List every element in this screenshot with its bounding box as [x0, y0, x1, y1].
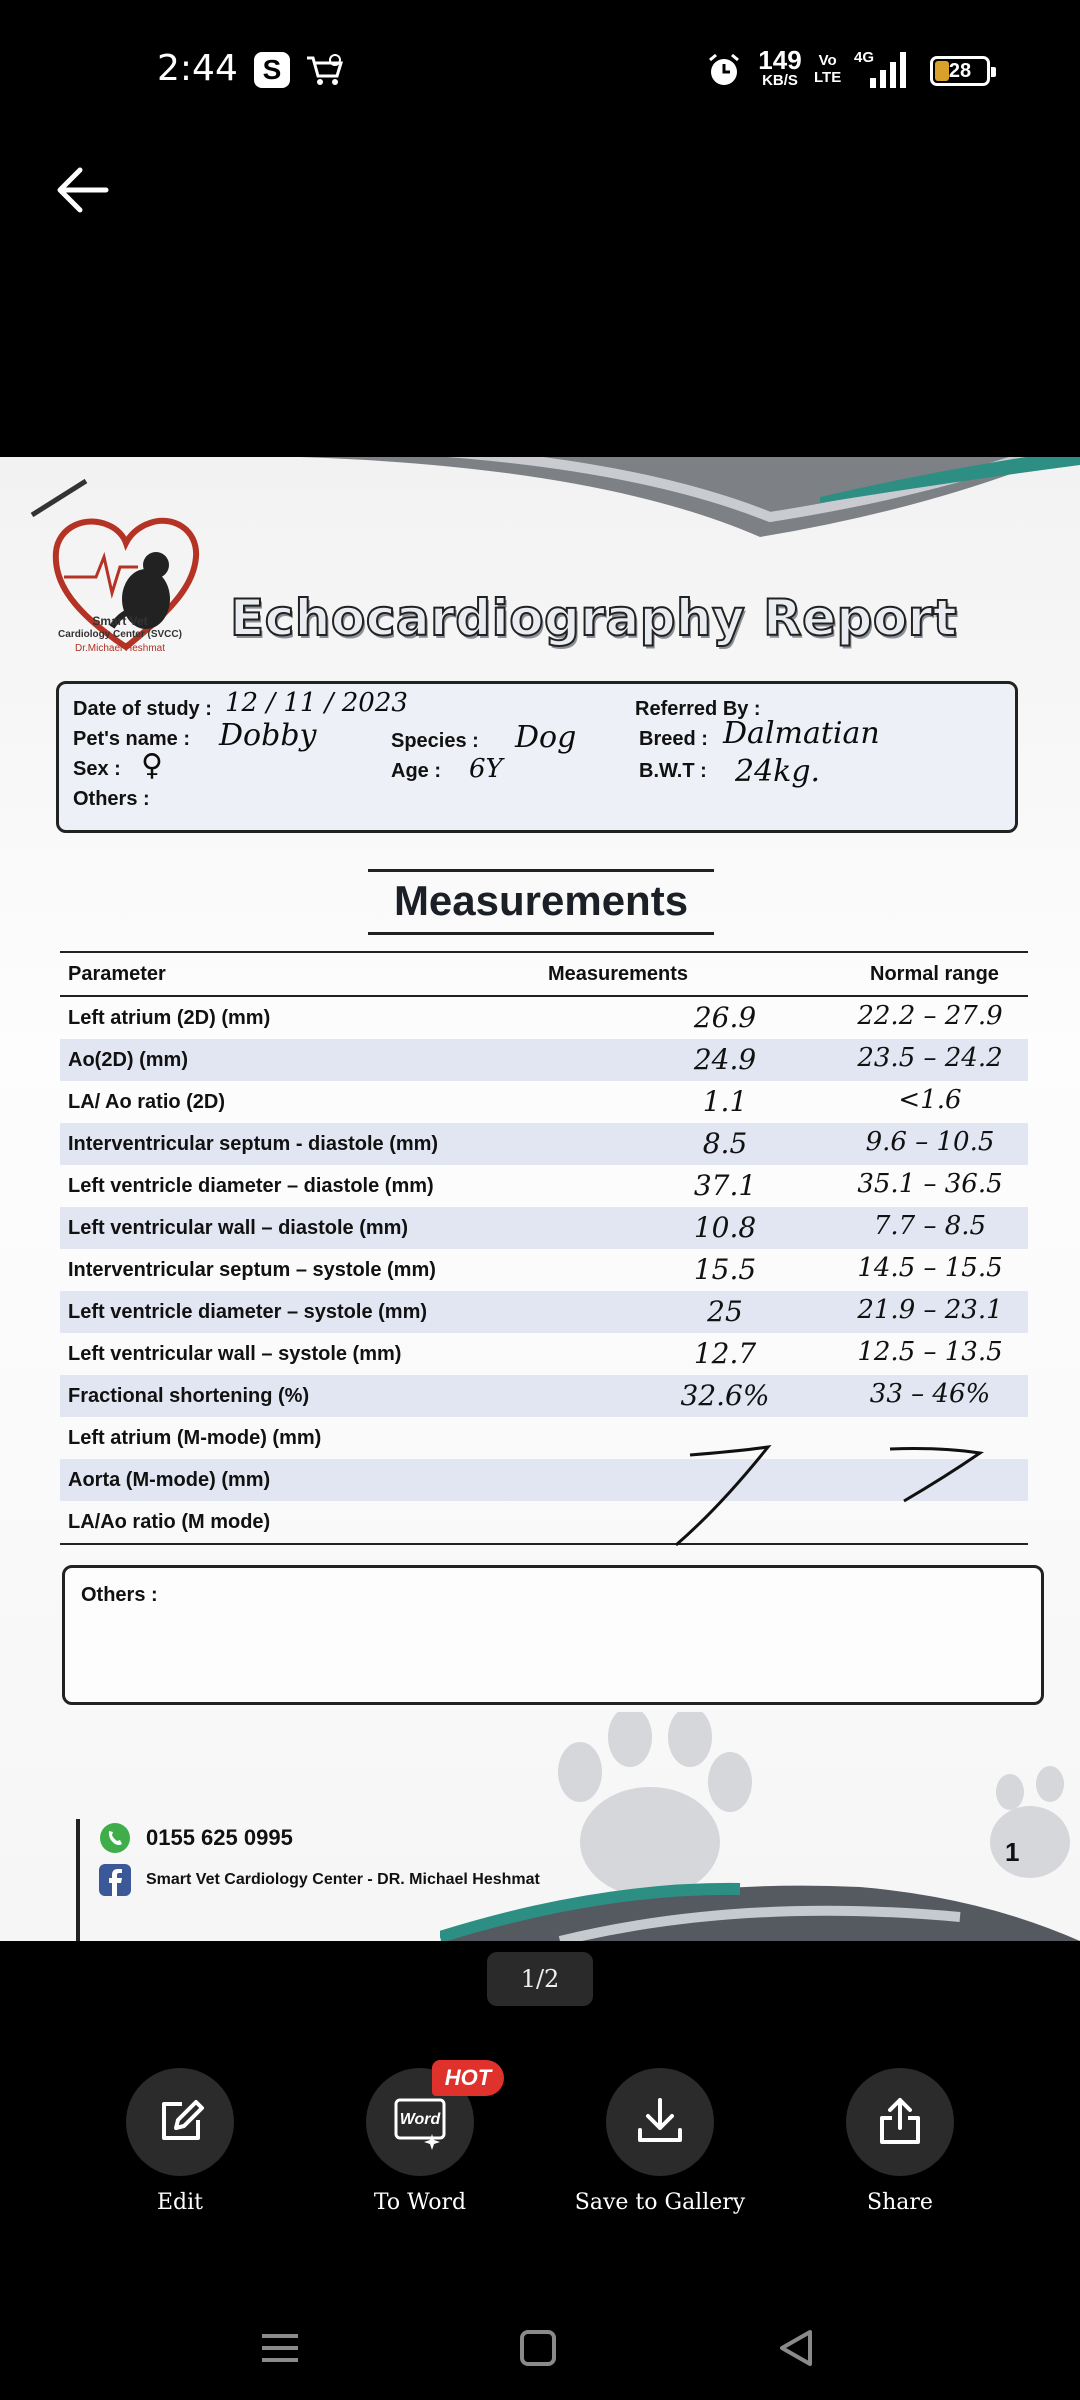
- pet-name-value: Dobby: [219, 718, 317, 753]
- header-swoosh: [300, 457, 1080, 557]
- share-label: Share: [867, 2190, 933, 2215]
- home-icon[interactable]: [522, 2332, 554, 2364]
- table-row: [60, 1123, 1028, 1165]
- table-row: [60, 1207, 1028, 1249]
- parameter-cell: Left ventricular wall – systole (mm): [68, 1343, 402, 1365]
- parameter-cell: Left ventricle diameter – diastole (mm): [68, 1175, 434, 1197]
- measurement-cell: 26.9: [693, 1001, 757, 1034]
- battery-level: 28: [948, 60, 972, 82]
- shopping-cart-icon: [305, 52, 345, 88]
- table-row: [60, 1333, 1028, 1375]
- clinic-facebook: Smart Vet Cardiology Center - DR. Michael Heshmat: [146, 1871, 540, 1888]
- age-value: 6Y: [469, 754, 503, 784]
- logo-doctor: Dr.Michael Heshmat: [74, 643, 166, 654]
- page-indicator: 1/2: [487, 1952, 593, 2006]
- status-time: 2:44: [157, 48, 238, 89]
- table-row: [60, 1081, 1028, 1123]
- to-word-button[interactable]: [300, 2068, 540, 2215]
- normal-range-cell: 23.5 – 24.2: [857, 1043, 1003, 1073]
- table-row: [60, 1039, 1028, 1081]
- measurement-cell: 32.6%: [680, 1379, 770, 1412]
- table-row: [60, 1459, 1028, 1501]
- parameter-cell: Ao(2D) (mm): [68, 1049, 188, 1071]
- parameter-cell: Fractional shortening (%): [68, 1385, 310, 1407]
- measurement-cell: 37.1: [693, 1169, 757, 1202]
- bwt-value: 24kg.: [735, 754, 821, 789]
- patient-info-box: [56, 681, 1018, 833]
- measurement-cell: 12.7: [693, 1337, 757, 1370]
- save-to-gallery-button[interactable]: [540, 2068, 780, 2215]
- breed-label: Breed :: [639, 728, 708, 750]
- parameter-cell: Left ventricle diameter – systole (mm): [68, 1301, 428, 1323]
- system-navigation-bar: [0, 2300, 1080, 2400]
- table-row: [60, 1291, 1028, 1333]
- parameter-cell: Aorta (M-mode) (mm): [68, 1469, 271, 1491]
- footer-divider: [76, 1819, 80, 1941]
- download-icon: [632, 2094, 688, 2150]
- table-row: [60, 1375, 1028, 1417]
- sex-label: Sex :: [73, 758, 121, 780]
- normal-range-cell: 14.5 – 15.5: [857, 1253, 1003, 1283]
- header-measurements: Measurements: [548, 963, 689, 985]
- volte-indicator: [814, 52, 841, 86]
- measurement-cell: 1.1: [702, 1085, 748, 1118]
- back-arrow-icon[interactable]: [52, 160, 112, 220]
- measurement-cell: 24.9: [693, 1043, 757, 1076]
- header-normal-range: Normal range: [870, 963, 999, 985]
- parameter-cell: Left atrium (M-mode) (mm): [68, 1427, 322, 1449]
- measurement-cell: 15.5: [693, 1253, 757, 1286]
- normal-range-cell: 7.7 – 8.5: [873, 1211, 987, 1241]
- table-row: [60, 1417, 1028, 1459]
- net-speed-value: 149: [758, 45, 802, 75]
- recent-apps-icon[interactable]: [262, 2334, 298, 2362]
- volte-top: Vo: [818, 52, 837, 69]
- battery-icon: [930, 56, 990, 86]
- share-button[interactable]: [780, 2068, 1020, 2215]
- normal-range-cell: 9.6 – 10.5: [865, 1127, 995, 1157]
- sex-value: ♀: [141, 748, 163, 783]
- parameter-cell: Left ventricular wall – diastole (mm): [68, 1217, 409, 1239]
- measurements-table: [60, 951, 1028, 1545]
- others-label: Others :: [73, 788, 150, 810]
- edit-icon: [152, 2094, 208, 2150]
- measurement-cell: 8.5: [702, 1127, 748, 1160]
- parameter-cell: Interventricular septum - diastole (mm): [68, 1133, 439, 1155]
- measurements-title: Measurements: [368, 869, 714, 935]
- volte-bottom: LTE: [814, 69, 842, 86]
- age-label: Age :: [391, 760, 441, 782]
- pet-name-label: Pet's name :: [73, 728, 191, 750]
- table-row: [60, 1501, 1028, 1543]
- measurement-cell: 10.8: [693, 1211, 757, 1244]
- edit-label: Edit: [156, 2190, 204, 2215]
- table-header: [60, 951, 1028, 997]
- svg-text:Word: Word: [399, 2111, 441, 2128]
- normal-range-cell: <1.6: [898, 1085, 962, 1115]
- to-word-label: To Word: [373, 2190, 467, 2215]
- others-box-label: Others :: [81, 1584, 158, 1606]
- logo-name: Smart Vet: [92, 614, 148, 628]
- normal-range-cell: 21.9 – 23.1: [857, 1295, 1003, 1325]
- normal-range-cell: 12.5 – 13.5: [857, 1337, 1003, 1367]
- save-to-gallery-label: Save to Gallery: [574, 2190, 746, 2215]
- normal-range-cell: 35.1 – 36.5: [857, 1169, 1003, 1199]
- edit-button[interactable]: [60, 2068, 300, 2215]
- bwt-label: B.W.T :: [639, 760, 707, 782]
- date-value: 12 / 11 / 2023: [225, 688, 408, 718]
- status-bar: [0, 0, 1080, 140]
- parameter-cell: LA/ Ao ratio (2D): [68, 1091, 226, 1113]
- table-row: [60, 1165, 1028, 1207]
- table-row: [60, 997, 1028, 1039]
- others-box: [62, 1565, 1044, 1705]
- breed-value: Dalmatian: [723, 716, 880, 751]
- clinic-phone: 0155 625 0995: [146, 1825, 293, 1850]
- logo-center: Cardiology Center (SVCC): [58, 629, 182, 640]
- share-icon: [872, 2094, 928, 2150]
- hot-badge: HOT: [432, 2060, 504, 2096]
- net-speed-unit: KB/S: [762, 72, 798, 89]
- network-speed: [755, 45, 805, 90]
- document-page-number: 1: [1005, 1837, 1020, 1867]
- word-icon: [392, 2094, 448, 2150]
- s-app-icon: S: [254, 52, 290, 88]
- parameter-cell: Interventricular septum – systole (mm): [68, 1259, 436, 1281]
- network-type: 4G: [854, 49, 875, 66]
- signal-icon: [852, 48, 914, 90]
- table-row: [60, 1249, 1028, 1291]
- normal-range-cell: 33 – 46%: [869, 1379, 991, 1409]
- species-value: Dog: [515, 720, 577, 755]
- document-page[interactable]: [0, 457, 1080, 1941]
- normal-range-cell: 22.2 – 27.9: [857, 1001, 1003, 1031]
- parameter-cell: Left atrium (2D) (mm): [68, 1007, 271, 1029]
- species-label: Species :: [391, 730, 479, 752]
- measurement-cell: 25: [707, 1295, 743, 1328]
- header-parameter: Parameter: [68, 963, 166, 985]
- referred-label: Referred By :: [635, 698, 761, 720]
- whatsapp-icon: [98, 1821, 132, 1855]
- footer-swoosh: [440, 1837, 1080, 1941]
- back-nav-icon[interactable]: [782, 2332, 810, 2364]
- alarm-icon: [706, 52, 742, 88]
- parameter-cell: LA/Ao ratio (M mode): [68, 1511, 271, 1533]
- report-title: Echocardiography Report: [230, 589, 958, 647]
- facebook-icon: [98, 1863, 132, 1897]
- date-label: Date of study :: [73, 698, 212, 720]
